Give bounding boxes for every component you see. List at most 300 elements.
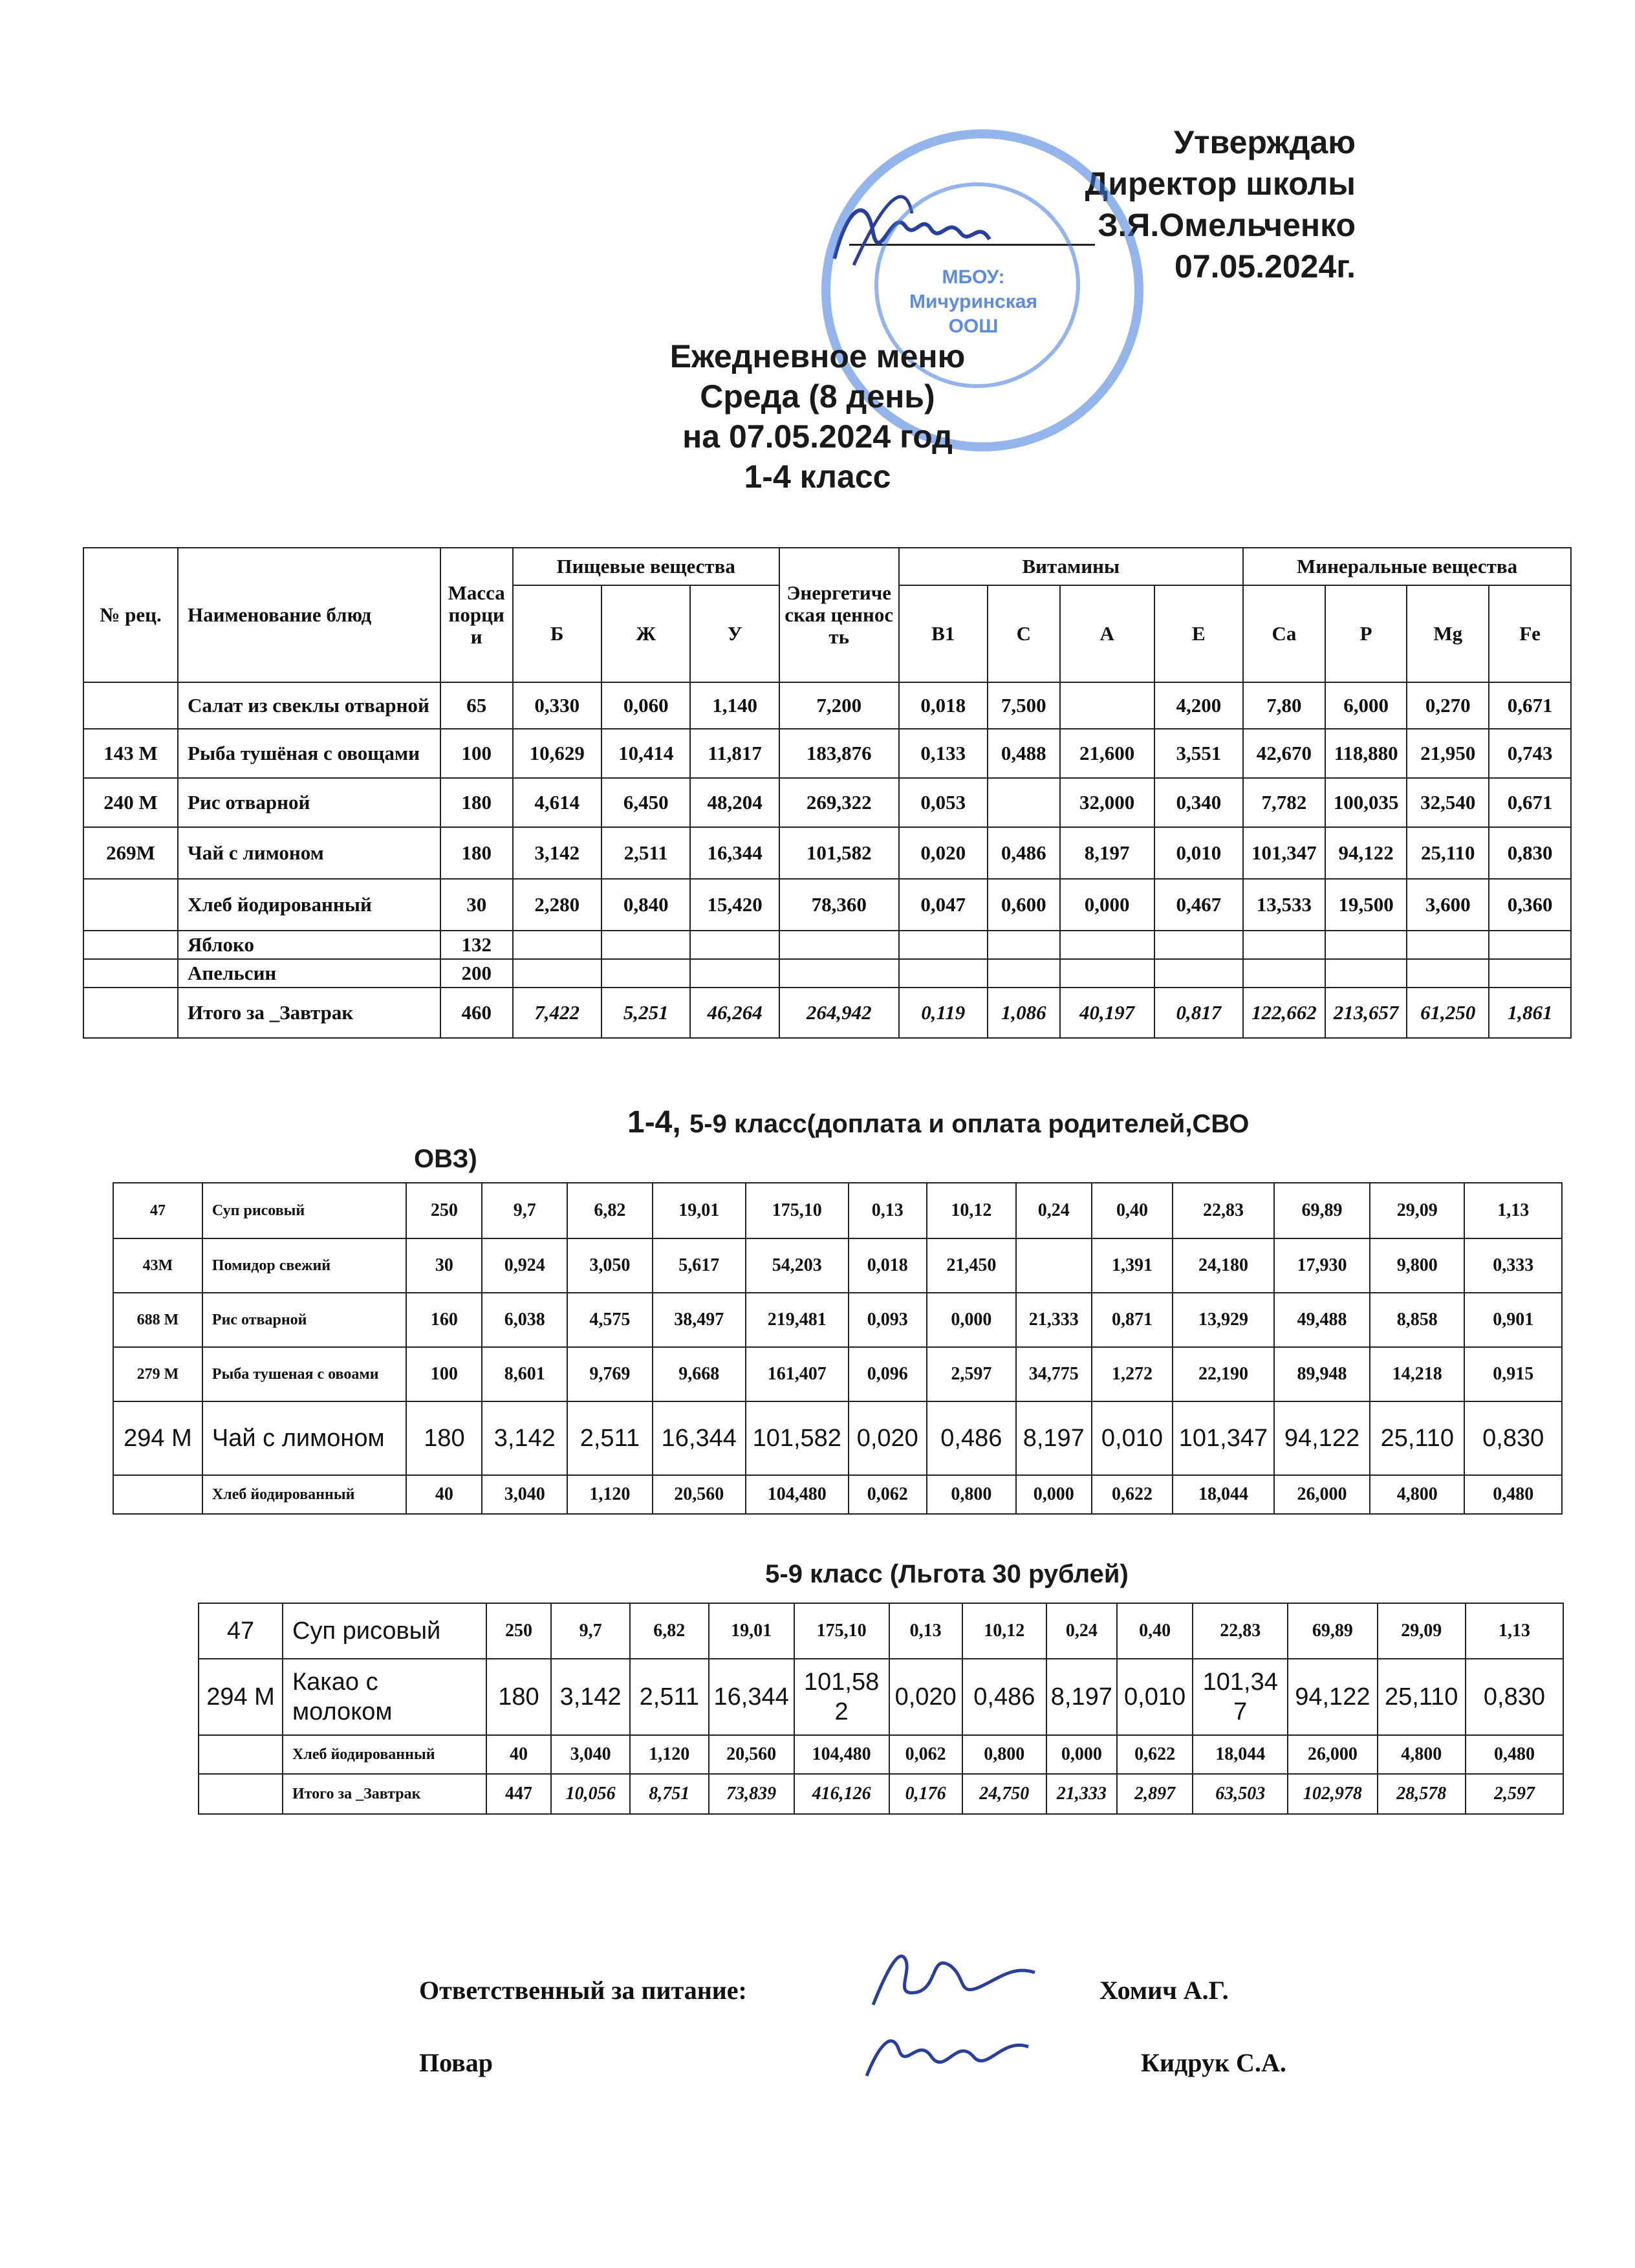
iron-cell: 0,830 [1466,1659,1563,1735]
total-vitamin-c-cell: 1,086 [988,988,1060,1038]
phosphorus-cell: 19,500 [1325,879,1407,931]
vitamin-a-cell: 8,197 [1016,1401,1092,1475]
dish-name-cell: Чай с лимоном [178,827,440,879]
protein-cell: 3,040 [551,1735,630,1774]
iron-cell: 0,743 [1489,729,1571,778]
fat-cell: 2,511 [630,1659,709,1735]
total-vitamin-a-cell: 40,197 [1060,988,1154,1038]
energy-cell: 269,322 [779,778,899,827]
recipe-number-cell: 294 М [113,1401,202,1475]
magnesium-cell: 25,110 [1370,1401,1464,1475]
fat-cell: 3,050 [567,1238,653,1293]
calcium-cell [1243,959,1325,988]
portion-mass-cell: 180 [406,1401,482,1475]
approval-heading: Утверждаю [1173,124,1356,160]
dish-name-cell: Какао с молоком [283,1659,486,1735]
total-phosphorus-cell: 102,978 [1288,1774,1377,1814]
recipe-number-cell [113,1475,202,1514]
vitamin-a-cell: 0,000 [1060,879,1154,931]
vitamin-a-cell [1060,931,1154,959]
iron-cell: 0,671 [1489,682,1571,729]
vitamin-a-cell: 0,24 [1046,1603,1117,1659]
header-mass: Масса порции [440,548,513,682]
portion-mass-cell: 65 [440,682,513,729]
vitamin-c-cell: 2,597 [927,1347,1016,1401]
calcium-cell: 22,83 [1173,1183,1274,1238]
vitamin-b1-cell [899,931,988,959]
vitamin-a-cell: 8,197 [1060,827,1154,879]
protein-cell: 3,142 [513,827,601,879]
phosphorus-cell: 100,035 [1325,778,1407,827]
carbs-cell: 15,420 [690,879,779,931]
magnesium-cell [1407,931,1489,959]
table-row [199,1735,1563,1774]
carbs-cell: 20,560 [653,1475,746,1514]
table-row [83,879,1571,931]
protein-cell [513,931,601,959]
responsible-name: Хомич А.Г. [1099,1976,1229,2005]
table-row [113,1238,1562,1293]
calcium-cell: 13,533 [1243,879,1325,931]
portion-mass-cell: 40 [486,1735,552,1774]
fat-cell: 2,511 [567,1401,653,1475]
total-mass-cell: 447 [486,1774,552,1814]
phosphorus-cell: 94,122 [1325,827,1407,879]
total-label-cell: Итого за _Завтрак [283,1774,486,1814]
calcium-cell: 7,80 [1243,682,1325,729]
portion-mass-cell: 160 [406,1293,482,1347]
header-protein: Б [513,585,601,682]
protein-cell: 0,924 [482,1238,567,1293]
phosphorus-cell: 94,122 [1288,1659,1377,1735]
recipe-number-cell [83,682,178,729]
table-row [199,1603,1563,1659]
energy-cell: 175,10 [746,1183,849,1238]
dish-name-cell: Апельсин [178,959,440,988]
dish-name-cell: Рыба тушеная с овоами [202,1347,407,1401]
fat-cell [601,959,690,988]
total-fat-cell: 5,251 [601,988,690,1038]
protein-cell [513,959,601,988]
approval-date: 07.05.2024г. [1175,248,1356,285]
vitamin-b1-cell: 0,053 [899,778,988,827]
calcium-cell: 101,347 [1243,827,1325,879]
recipe-number-cell: 143 М [83,729,178,778]
dish-name-cell: Суп рисовый [283,1603,486,1659]
vitamin-b1-cell: 0,020 [899,827,988,879]
approval-position: Директор школы [1085,166,1356,202]
magnesium-cell: 9,800 [1370,1238,1464,1293]
vitamin-c-cell: 0,486 [927,1401,1016,1475]
vitamin-e-cell: 3,551 [1154,729,1243,778]
protein-cell: 3,142 [551,1659,630,1735]
menu-table-benefit [198,1603,1564,1815]
portion-mass-cell: 250 [486,1603,552,1659]
fat-cell: 9,769 [567,1347,653,1401]
magnesium-cell: 29,09 [1370,1183,1464,1238]
vitamin-b1-cell: 0,062 [849,1475,927,1514]
vitamin-a-cell: 0,24 [1016,1183,1092,1238]
energy-cell: 175,10 [794,1603,889,1659]
calcium-cell [1243,931,1325,959]
calcium-cell: 101,347 [1193,1659,1288,1735]
recipe-number-cell: 240 М [83,778,178,827]
energy-cell: 101,582 [746,1401,849,1475]
vitamin-a-cell: 0,000 [1046,1735,1117,1774]
vitamin-c-cell [988,959,1060,988]
vitamin-b1-cell: 0,020 [849,1401,927,1475]
vitamin-b1-cell: 0,13 [849,1183,927,1238]
dish-name-cell: Рис отварной [178,778,440,827]
vitamin-c-cell: 10,12 [927,1183,1016,1238]
table-row [113,1475,1562,1514]
iron-cell: 0,671 [1489,778,1571,827]
header-nutrients: Пищевые вещества [513,548,779,585]
header-energy: Энергетическая ценность [779,548,899,682]
calcium-cell: 13,929 [1173,1293,1274,1347]
dish-name-cell: Яблоко [178,931,440,959]
fat-cell [601,931,690,959]
protein-cell: 6,038 [482,1293,567,1347]
recipe-number-cell [199,1735,283,1774]
vitamin-a-cell [1016,1238,1092,1293]
vitamin-a-cell: 0,000 [1016,1475,1092,1514]
vitamin-c-cell: 0,000 [927,1293,1016,1347]
section-title-3: 5-9 класс (Льгота 30 рублей) [765,1560,1129,1588]
calcium-cell: 18,044 [1193,1735,1288,1774]
menu-table-1-4 [83,547,1572,1039]
vitamin-e-cell: 0,40 [1117,1603,1193,1659]
recipe-number-cell: 688 М [113,1293,202,1347]
total-row [83,988,1571,1038]
vitamin-c-cell: 0,486 [988,827,1060,879]
vitamin-c-cell: 0,600 [988,879,1060,931]
dish-name-cell: Хлеб йодированный [178,879,440,931]
iron-cell: 0,480 [1466,1735,1563,1774]
calcium-cell: 101,347 [1173,1401,1274,1475]
carbs-cell: 16,344 [690,827,779,879]
carbs-cell [690,959,779,988]
total-magnesium-cell: 28,578 [1378,1774,1466,1814]
carbs-cell: 19,01 [653,1183,746,1238]
table-row [113,1293,1562,1347]
phosphorus-cell: 26,000 [1288,1735,1377,1774]
header-dish-name: Наименование блюд [178,548,440,682]
vitamin-e-cell: 0,010 [1117,1659,1193,1735]
magnesium-cell: 3,600 [1407,879,1489,931]
vitamin-e-cell: 1,391 [1092,1238,1173,1293]
fat-cell: 2,511 [601,827,690,879]
protein-cell: 9,7 [482,1183,567,1238]
energy-cell: 7,200 [779,682,899,729]
energy-cell: 161,407 [746,1347,849,1401]
header-fe: Fe [1489,585,1571,682]
dish-name-cell: Чай с лимоном [202,1401,407,1475]
vitamin-c-cell [988,778,1060,827]
total-calcium-cell: 122,662 [1243,988,1325,1038]
protein-cell: 9,7 [551,1603,630,1659]
portion-mass-cell: 100 [440,729,513,778]
header-recipe-num: № рец. [83,548,178,682]
vitamin-b1-cell: 0,096 [849,1347,927,1401]
total-protein-cell: 10,056 [551,1774,630,1814]
vitamin-b1-cell: 0,018 [899,682,988,729]
energy-cell: 78,360 [779,879,899,931]
carbs-cell: 48,204 [690,778,779,827]
calcium-cell: 22,190 [1173,1347,1274,1401]
carbs-cell: 16,344 [653,1401,746,1475]
vitamin-b1-cell: 0,020 [889,1659,962,1735]
total-energy-cell: 264,942 [779,988,899,1038]
carbs-cell [690,931,779,959]
table-row [113,1347,1562,1401]
header-mg: Mg [1407,585,1489,682]
fat-cell: 0,060 [601,682,690,729]
carbs-cell: 16,344 [709,1659,794,1735]
magnesium-cell: 25,110 [1378,1659,1466,1735]
header-vitamins: Витамины [899,548,1244,585]
fat-cell: 4,575 [567,1293,653,1347]
total-mass-cell: 460 [440,988,513,1038]
phosphorus-cell: 6,000 [1325,682,1407,729]
table-row [83,827,1571,879]
iron-cell [1489,959,1571,988]
table-row [83,931,1571,959]
table-row [113,1183,1562,1238]
fat-cell: 1,120 [567,1475,653,1514]
magnesium-cell: 25,110 [1407,827,1489,879]
phosphorus-cell [1325,931,1407,959]
energy-cell: 101,582 [794,1659,889,1735]
responsible-label: Ответственный за питание: [419,1976,747,2005]
vitamin-a-cell: 34,775 [1016,1347,1092,1401]
carbs-cell: 9,668 [653,1347,746,1401]
table-row [83,682,1571,729]
header-carbs: У [690,585,779,682]
iron-cell: 0,830 [1464,1401,1562,1475]
header-fat: Ж [601,585,690,682]
portion-mass-cell: 30 [440,879,513,931]
table-row [113,1401,1562,1475]
dish-name-cell: Хлеб йодированный [283,1735,486,1774]
total-blank-cell [83,988,178,1038]
vitamin-e-cell [1154,959,1243,988]
iron-cell: 0,830 [1489,827,1571,879]
vitamin-e-cell: 0,40 [1092,1183,1173,1238]
header-e: Е [1154,585,1243,682]
vitamin-e-cell: 0,340 [1154,778,1243,827]
fat-cell: 10,414 [601,729,690,778]
portion-mass-cell: 100 [406,1347,482,1401]
phosphorus-cell: 89,948 [1274,1347,1370,1401]
total-iron-cell: 1,861 [1489,988,1571,1038]
vitamin-b1-cell: 0,093 [849,1293,927,1347]
vitamin-a-cell: 21,333 [1016,1293,1092,1347]
header-minerals: Минеральные вещества [1243,548,1571,585]
total-label-cell: Итого за _Завтрак [178,988,440,1038]
energy-cell: 183,876 [779,729,899,778]
fat-cell: 6,82 [630,1603,709,1659]
menu-table-paid [113,1182,1563,1515]
protein-cell: 2,280 [513,879,601,931]
total-row [199,1774,1563,1814]
vitamin-c-cell: 7,500 [988,682,1060,729]
total-carbs-cell: 46,264 [690,988,779,1038]
vitamin-b1-cell: 0,133 [899,729,988,778]
magnesium-cell: 29,09 [1378,1603,1466,1659]
iron-cell [1489,931,1571,959]
total-protein-cell: 7,422 [513,988,601,1038]
fat-cell: 1,120 [630,1735,709,1774]
magnesium-cell: 14,218 [1370,1347,1464,1401]
magnesium-cell: 4,800 [1378,1735,1466,1774]
phosphorus-cell: 26,000 [1274,1475,1370,1514]
header-b1: В1 [899,585,988,682]
recipe-number-cell: 279 М [113,1347,202,1401]
total-vitamin-a-cell: 21,333 [1046,1774,1117,1814]
vitamin-c-cell: 0,800 [927,1475,1016,1514]
menu-title-day: Среда (8 день) [700,378,935,415]
vitamin-c-cell: 21,450 [927,1238,1016,1293]
vitamin-e-cell [1154,931,1243,959]
menu-title-date: на 07.05.2024 год [682,418,953,455]
recipe-number-cell: 47 [199,1603,283,1659]
portion-mass-cell: 40 [406,1475,482,1514]
vitamin-a-cell [1060,959,1154,988]
total-blank-cell [199,1774,283,1814]
dish-name-cell: Помидор свежий [202,1238,407,1293]
school-stamp-text: МБОУ: Мичуринская ООШ [909,266,1037,337]
vitamin-e-cell: 0,622 [1092,1475,1173,1514]
protein-cell: 3,040 [482,1475,567,1514]
energy-cell: 219,481 [746,1293,849,1347]
director-name: З.Я.Омельченко [1098,207,1356,243]
recipe-number-cell: 269М [83,827,178,879]
magnesium-cell: 4,800 [1370,1475,1464,1514]
dish-name-cell: Суп рисовый [202,1183,407,1238]
vitamin-b1-cell: 0,13 [889,1603,962,1659]
recipe-number-cell [83,879,178,931]
total-vitamin-e-cell: 2,897 [1117,1774,1193,1814]
magnesium-cell: 0,270 [1407,682,1489,729]
vitamin-e-cell: 0,871 [1092,1293,1173,1347]
portion-mass-cell: 30 [406,1238,482,1293]
cook-label: Повар [419,2048,493,2077]
vitamin-e-cell: 4,200 [1154,682,1243,729]
dish-name-cell: Рис отварной [202,1293,407,1347]
vitamin-c-cell: 0,486 [962,1659,1046,1735]
vitamin-c-cell: 10,12 [962,1603,1046,1659]
protein-cell: 4,614 [513,778,601,827]
vitamin-b1-cell [899,959,988,988]
vitamin-e-cell: 0,467 [1154,879,1243,931]
iron-cell: 1,13 [1466,1603,1563,1659]
recipe-number-cell: 294 М [199,1659,283,1735]
recipe-number-cell: 43М [113,1238,202,1293]
vitamin-a-cell: 32,000 [1060,778,1154,827]
calcium-cell: 42,670 [1243,729,1325,778]
portion-mass-cell: 180 [440,778,513,827]
recipe-number-cell: 47 [113,1183,202,1238]
carbs-cell: 20,560 [709,1735,794,1774]
section-title-2 [627,1105,1249,1140]
energy-cell: 101,582 [779,827,899,879]
magnesium-cell: 8,858 [1370,1293,1464,1347]
protein-cell: 10,629 [513,729,601,778]
total-vitamin-c-cell: 24,750 [962,1774,1046,1814]
energy-cell: 104,480 [746,1475,849,1514]
magnesium-cell: 21,950 [1407,729,1489,778]
phosphorus-cell: 17,930 [1274,1238,1370,1293]
energy-cell: 104,480 [794,1735,889,1774]
menu-title [0,336,1635,497]
total-energy-cell: 416,126 [794,1774,889,1814]
iron-cell: 0,333 [1464,1238,1562,1293]
cook-signature [854,2011,1048,2095]
recipe-number-cell [83,931,178,959]
energy-cell [779,931,899,959]
iron-cell: 0,360 [1489,879,1571,931]
vitamin-b1-cell: 0,047 [899,879,988,931]
vitamin-b1-cell: 0,018 [849,1238,927,1293]
phosphorus-cell: 49,488 [1274,1293,1370,1347]
vitamin-e-cell: 0,010 [1092,1401,1173,1475]
calcium-cell: 24,180 [1173,1238,1274,1293]
vitamin-e-cell: 1,272 [1092,1347,1173,1401]
protein-cell: 0,330 [513,682,601,729]
section-2-title-part-b: 5-9 класс(доплата и оплата родителей,СВО [689,1110,1250,1138]
phosphorus-cell [1325,959,1407,988]
recipe-number-cell [83,959,178,988]
calcium-cell: 18,044 [1173,1475,1274,1514]
carbs-cell: 5,617 [653,1238,746,1293]
total-calcium-cell: 63,503 [1193,1774,1288,1814]
section-2-title-part-a: 1-4, [627,1105,690,1139]
total-magnesium-cell: 61,250 [1407,988,1489,1038]
header-c: С [988,585,1060,682]
portion-mass-cell: 132 [440,931,513,959]
vitamin-e-cell: 0,010 [1154,827,1243,879]
header-p: P [1325,585,1407,682]
iron-cell: 0,915 [1464,1347,1562,1401]
phosphorus-cell: 94,122 [1274,1401,1370,1475]
cook-name: Кидрук С.А. [1141,2048,1286,2077]
iron-cell: 0,901 [1464,1293,1562,1347]
vitamin-b1-cell: 0,062 [889,1735,962,1774]
phosphorus-cell: 118,880 [1325,729,1407,778]
header-a: А [1060,585,1154,682]
vitamin-a-cell: 21,600 [1060,729,1154,778]
vitamin-c-cell: 0,488 [988,729,1060,778]
total-vitamin-b1-cell: 0,176 [889,1774,962,1814]
portion-mass-cell: 200 [440,959,513,988]
energy-cell: 54,203 [746,1238,849,1293]
dish-name-cell: Рыба тушёная с овощами [178,729,440,778]
fat-cell: 6,450 [601,778,690,827]
section-2-title-part-c: ОВЗ) [414,1145,477,1173]
header-ca: Ca [1243,585,1325,682]
total-vitamin-b1-cell: 0,119 [899,988,988,1038]
portion-mass-cell: 180 [440,827,513,879]
total-fat-cell: 8,751 [630,1774,709,1814]
responsible-signature [854,1934,1048,2018]
dish-name-cell: Салат из свеклы отварной [178,682,440,729]
carbs-cell: 1,140 [690,682,779,729]
vitamin-c-cell: 0,800 [962,1735,1046,1774]
vitamin-c-cell [988,931,1060,959]
iron-cell: 0,480 [1464,1475,1562,1514]
energy-cell [779,959,899,988]
